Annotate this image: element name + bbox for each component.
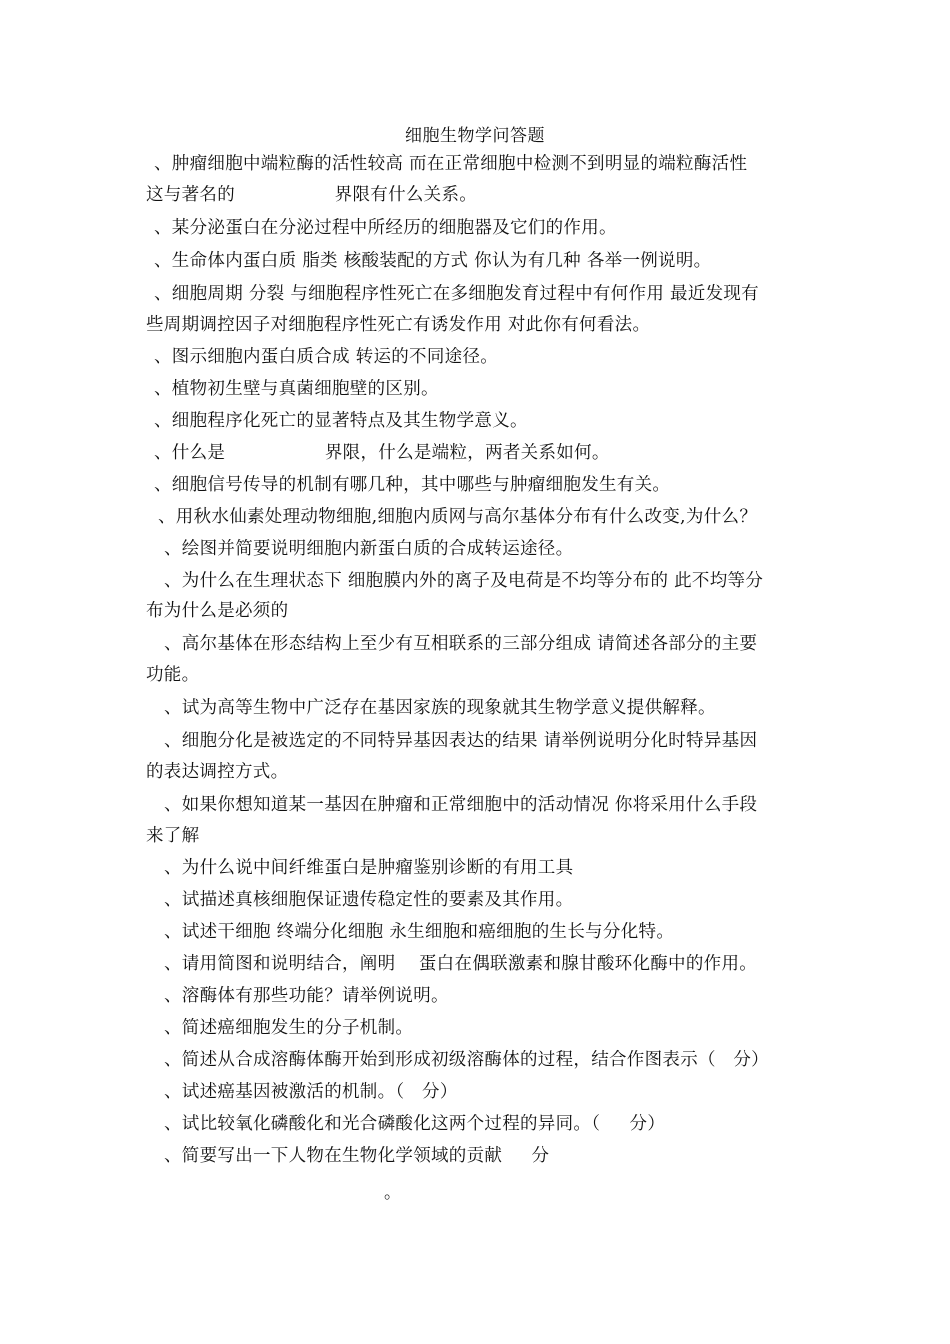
question-13-line-1: 、高尔基体在形态结构上至少有互相联系的三部分组成 请简述各部分的主要 bbox=[164, 634, 758, 654]
question-11: 、绘图并简要说明细胞内新蛋白质的合成转运途径。 bbox=[164, 539, 574, 559]
question-1-line-1: 、肿瘤细胞中端粒酶的活性较高 而在正常细胞中检测不到明显的端粒酶活性 bbox=[154, 154, 748, 174]
question-15-line-2: 的表达调控方式。 bbox=[146, 762, 289, 782]
question-19: 、试述干细胞 终端分化细胞 永生细胞和癌细胞的生长与分化特。 bbox=[164, 922, 675, 942]
question-21: 、溶酶体有那些功能？请举例说明。 bbox=[164, 986, 449, 1006]
question-4-line-2: 些周期调控因子对细胞程序性死亡有诱发作用 对此你有何看法。 bbox=[146, 315, 651, 335]
question-18: 、试描述真核细胞保证遗传稳定性的要素及其作用。 bbox=[164, 890, 574, 910]
question-23: 、简述从合成溶酶体酶开始到形成初级溶酶体的过程，结合作图表示（ 分） bbox=[164, 1050, 769, 1070]
question-7: 、细胞程序化死亡的显著特点及其生物学意义。 bbox=[154, 411, 528, 431]
question-9: 、细胞信号传导的机制有哪几种，其中哪些与肿瘤细胞发生有关。 bbox=[154, 475, 671, 495]
question-16-line-1: 、如果你想知道某一基因在肿瘤和正常细胞中的活动情况 你将采用什么手段 bbox=[164, 795, 758, 815]
question-8: 、什么是 界限，什么是端粒，两者关系如何。 bbox=[154, 443, 610, 463]
question-16-line-2: 来了解 bbox=[146, 826, 200, 846]
question-26: 、简要写出一下人物在生物化学领域的贡献 分 bbox=[164, 1146, 550, 1166]
question-22: 、简述癌细胞发生的分子机制。 bbox=[164, 1018, 414, 1038]
question-1-line-2: 这与著名的 界限有什么关系。 bbox=[146, 185, 478, 205]
question-17: 、为什么说中间纤维蛋白是肿瘤鉴别诊断的有用工具 bbox=[164, 858, 574, 878]
question-2: 、某分泌蛋白在分泌过程中所经历的细胞器及它们的作用。 bbox=[154, 218, 617, 238]
document-title: 细胞生物学问答题 bbox=[405, 126, 545, 146]
question-13-line-2: 功能。 bbox=[146, 665, 200, 685]
question-10: 、用秋水仙素处理动物细胞,细胞内质网与高尔基体分布有什么改变,为什么？ bbox=[158, 507, 758, 527]
question-12-line-2: 布为什么是必须的 bbox=[146, 601, 289, 621]
question-24: 、试述癌基因被激活的机制。（ 分） bbox=[164, 1082, 458, 1102]
question-6: 、植物初生壁与真菌细胞壁的区别。 bbox=[154, 379, 439, 399]
end-mark: 。 bbox=[384, 1183, 401, 1203]
question-4-line-1: 、细胞周期 分裂 与细胞程序性死亡在多细胞发育过程中有何作用 最近发现有 bbox=[154, 284, 759, 304]
question-14: 、试为高等生物中广泛存在基因家族的现象就其生物学意义提供解释。 bbox=[164, 698, 716, 718]
question-15-line-1: 、细胞分化是被选定的不同特异基因表达的结果 请举例说明分化时特异基因 bbox=[164, 731, 758, 751]
question-5: 、图示细胞内蛋白质合成 转运的不同途径。 bbox=[154, 347, 499, 367]
question-25: 、试比较氧化磷酸化和光合磷酸化这两个过程的异同。（ 分） bbox=[164, 1114, 666, 1134]
question-12-line-1: 、为什么在生理状态下 细胞膜内外的离子及电荷是不均等分布的 此不均等分 bbox=[164, 571, 764, 591]
question-20: 、请用简图和说明结合，阐明 蛋白在偶联激素和腺甘酸环化酶中的作用。 bbox=[164, 954, 758, 974]
question-3: 、生命体内蛋白质 脂类 核酸装配的方式 你认为有几种 各举一例说明。 bbox=[154, 251, 712, 271]
